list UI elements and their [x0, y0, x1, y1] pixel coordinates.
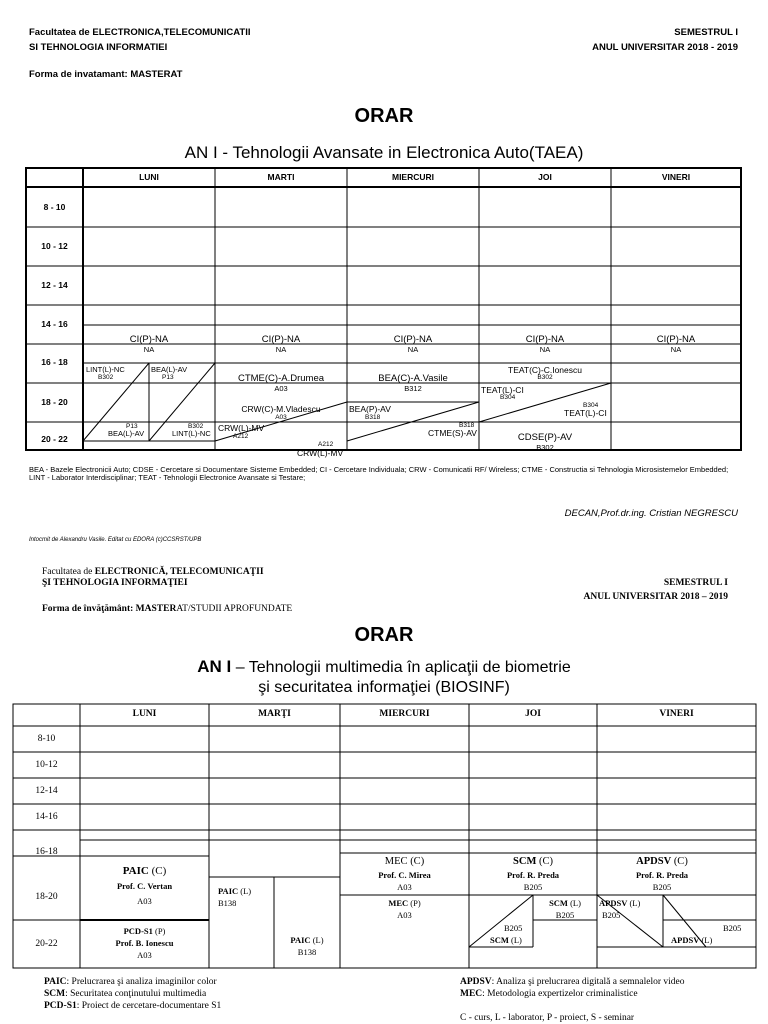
- course-ci: CI(P)-NA: [129, 334, 169, 345]
- room-label: NA: [143, 345, 155, 354]
- room-label: A03: [397, 882, 412, 892]
- semester-info-2: SEMESTRUL I ANUL UNIVERSITAR 2018 – 2019: [583, 578, 728, 602]
- program-title: AN I - Tehnologii Avansate in Electronica Auto(TAEA): [184, 143, 584, 162]
- room-label: NA: [275, 345, 287, 354]
- room-label: A03: [397, 910, 412, 920]
- course-ctme-seminar: CTME(S)-AV: [428, 428, 477, 438]
- course-paic: PAIC (C): [122, 865, 167, 877]
- course-scm-lab: SCM (L): [549, 898, 581, 908]
- room-label: B205: [504, 923, 523, 933]
- hour-label: 18-20: [35, 892, 58, 902]
- room-label: B304: [583, 402, 599, 409]
- day-header-luni: LUNI: [132, 709, 157, 719]
- day-header-marti: MARŢI: [258, 709, 291, 719]
- room-label: B312: [404, 384, 422, 393]
- room-label: NA: [670, 345, 682, 354]
- hour-label: 14-16: [35, 812, 58, 822]
- study-form: Forma de invatamant: MASTERAT: [29, 69, 183, 80]
- hour-label: 12-14: [35, 786, 58, 796]
- room-label: P13: [126, 423, 138, 430]
- day-header-marti: MARTI: [267, 172, 295, 182]
- course-cdse: CDSE(P)-AV: [517, 432, 573, 443]
- course-ci: CI(P)-NA: [525, 334, 565, 345]
- hour-label: 20 - 22: [41, 434, 68, 444]
- course-teat: TEAT(C)-C.Ionescu: [508, 365, 582, 375]
- course-teat-lab: TEAT(L)-CI: [481, 385, 524, 395]
- course-ci: CI(P)-NA: [393, 334, 433, 345]
- semester-info: SEMESTRUL I ANUL UNIVERSITAR 2018 - 2019: [592, 27, 738, 53]
- course-bea-lab: BEA(L)-AV: [108, 429, 145, 438]
- course-ctme: CTME(C)-A.Drumea: [237, 373, 325, 384]
- course-crw-lab: CRW(L)-MV: [297, 448, 344, 458]
- course-crw-lab: CRW(L)-MV: [218, 423, 265, 433]
- professor-label: Prof. B. Ionescu: [115, 938, 174, 948]
- room-label: B205: [723, 923, 742, 933]
- course-apdsv-lab: APDSV (L): [671, 935, 713, 945]
- legend-biosinf-right: APDSV: Analiza şi prelucrarea digitală a semnalelor video MEC: Metodologia expertizelor criminalistice: [460, 977, 685, 999]
- course-bea-lab: BEA(L)-AV: [151, 365, 188, 374]
- room-label: A212: [233, 433, 249, 440]
- footer-credits: Intocmit de Alexandru Vasile. Editat cu EDORA (c)CCSRST/UPB: [29, 537, 202, 543]
- professor-label: Prof. R. Preda: [506, 870, 560, 880]
- course-mec: MEC (C): [384, 856, 425, 867]
- room-label: B318: [365, 414, 381, 421]
- room-label: B302: [98, 374, 114, 381]
- course-lint-lab: LINT(L)-NC: [172, 429, 211, 438]
- course-apdsv: APDSV (C): [636, 856, 688, 867]
- course-teat-lab: TEAT(L)-CI: [564, 408, 607, 418]
- course-crw: CRW(C)-M.Vladescu: [241, 404, 321, 414]
- room-label: A03: [137, 896, 152, 906]
- professor-label: Prof. R. Preda: [635, 870, 689, 880]
- course-apdsv-lab: APDSV (L): [599, 898, 641, 908]
- room-label: B302: [537, 374, 553, 381]
- course-paic-lab: PAIC (L): [218, 886, 252, 896]
- hour-label: 18 - 20: [41, 397, 68, 407]
- hour-label: 16-18: [35, 847, 58, 857]
- course-mec-project: MEC (P): [388, 898, 421, 908]
- room-label: B302: [188, 423, 204, 430]
- day-header-joi: JOI: [525, 709, 541, 719]
- room-label: A03: [275, 414, 287, 421]
- room-label: B205: [523, 882, 543, 892]
- room-label: A03: [137, 950, 152, 960]
- hour-label: 10-12: [35, 760, 58, 770]
- room-label: A03: [274, 384, 288, 393]
- hour-label: 20-22: [35, 939, 58, 949]
- course-paic-lab: PAIC (L): [290, 935, 324, 945]
- course-ci: CI(P)-NA: [261, 334, 301, 345]
- room-label: B302: [536, 443, 554, 452]
- hour-label: 8 - 10: [43, 202, 66, 212]
- faculty-name-2: Facultatea de ELECTRONICĂ, TELECOMUNICAŢII ŞI TEHNOLOGIA INFORMAŢIEI: [42, 567, 264, 588]
- page-title: ORAR: [354, 105, 414, 127]
- legend-taea: BEA - Bazele Electronicii Auto; CDSE - Cercetare si Documentare Sisteme Embedded; CI - Cercetare Individuala; CRW - Comunicatii RF/ Wireless; CTME - Constructia si Tehnologia Microsistemelor Embedded; LINT - Laborator Interdisciplinar; TEAT - Tehnologii Electronice Avansate si Testare;: [29, 465, 729, 482]
- dean-signature: DECAN,Prof.dr.ing. Cristian NEGRESCU: [564, 508, 738, 519]
- room-label: NA: [539, 345, 551, 354]
- course-bea-project: BEA(P)-AV: [349, 404, 391, 414]
- day-header-vineri: VINERI: [661, 172, 691, 182]
- page-title-2: ORAR: [354, 624, 414, 646]
- day-header-miercuri: MIERCURI: [391, 172, 435, 182]
- course-ci: CI(P)-NA: [656, 334, 696, 345]
- room-label: B205: [602, 910, 621, 920]
- course-pcd: PCD-S1 (P): [123, 926, 166, 936]
- day-header-miercuri: MIERCURI: [379, 709, 430, 719]
- hour-label: 16 - 18: [41, 357, 68, 367]
- hour-label: 14 - 16: [41, 319, 68, 329]
- room-label: A212: [318, 441, 334, 448]
- course-bea: BEA(C)-A.Vasile: [378, 373, 448, 384]
- room-label: P13: [162, 374, 174, 381]
- hour-label: 10 - 12: [41, 241, 68, 251]
- room-label: B138: [218, 898, 237, 908]
- room-label: B318: [459, 422, 475, 429]
- course-scm: SCM (C): [513, 856, 553, 867]
- room-label: B304: [500, 394, 516, 401]
- course-scm-lab: SCM (L): [490, 935, 522, 945]
- course-lint-lab: LINT(L)-NC: [86, 365, 125, 374]
- day-header-luni: LUNI: [139, 172, 159, 182]
- day-header-joi: JOI: [538, 172, 552, 182]
- legend-class-types: C - curs, L - laborator, P - proiect, S - seminar: [460, 1013, 635, 1023]
- program-title-2: AN I – Tehnologii multimedia în aplicaţii de biometrie şi securitatea informaţiei (BIOSINF): [197, 657, 571, 696]
- room-label: B205: [652, 882, 672, 892]
- room-label: B138: [297, 947, 317, 957]
- professor-label: Prof. C. Mirea: [378, 870, 431, 880]
- legend-biosinf-left: PAIC: Prelucrarea şi analiza imaginilor color SCM: Securitatea conţinutului multimedia PCD-S1: Proiect de cercetare-documentare S1: [44, 977, 222, 1011]
- room-label: NA: [407, 345, 419, 354]
- hour-label: 8-10: [37, 734, 56, 744]
- study-form-2: Forma de învăţământ: MASTERAT/STUDII APROFUNDATE: [42, 604, 293, 614]
- professor-label: Prof. C. Vertan: [116, 881, 173, 891]
- room-label: B205: [555, 910, 575, 920]
- faculty-name: Facultatea de ELECTRONICA,TELECOMUNICATII SI TEHNOLOGIA INFORMATIEI: [29, 27, 251, 53]
- hour-label: 12 - 14: [41, 280, 68, 290]
- day-header-vineri: VINERI: [659, 709, 694, 719]
